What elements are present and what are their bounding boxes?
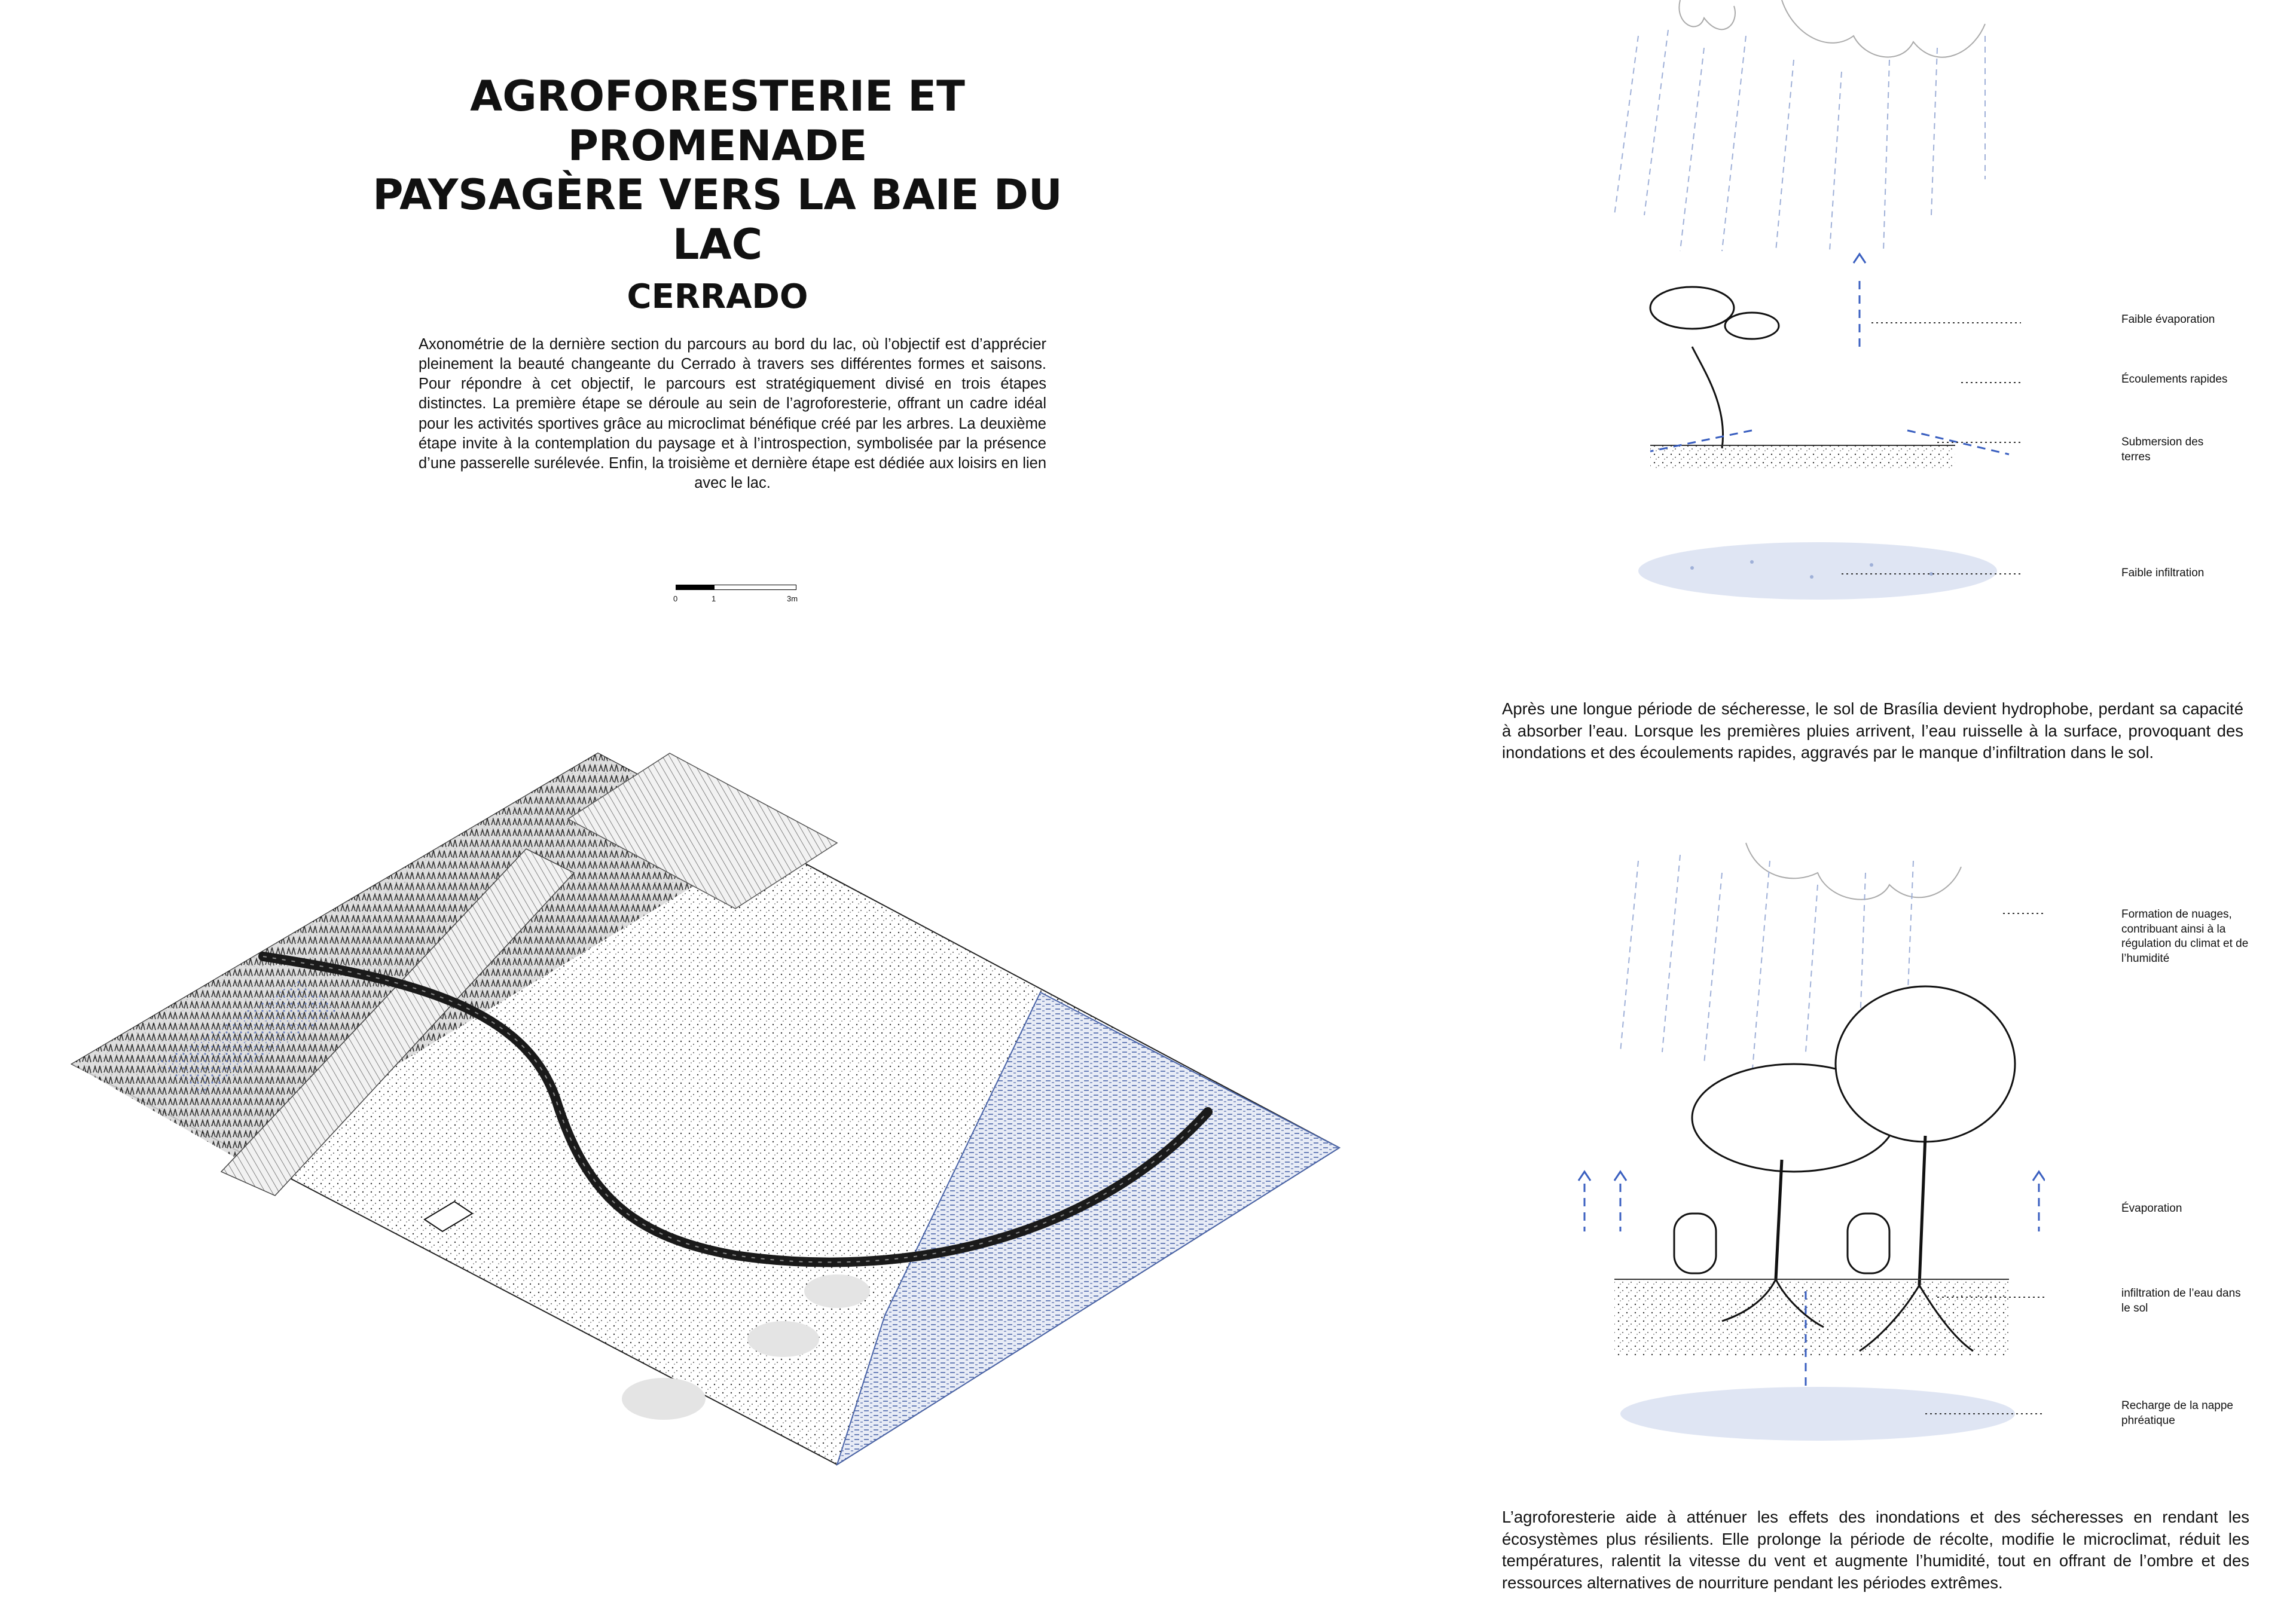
ground-surface-bottom bbox=[1614, 1279, 2009, 1357]
drought-tree-icon bbox=[1650, 287, 1779, 448]
label-evaporation: Évaporation bbox=[2121, 1202, 2182, 1215]
agroforestry-trees-icon bbox=[1674, 986, 2015, 1285]
scale-bar bbox=[673, 585, 798, 609]
evaporation-arrows bbox=[1578, 1172, 2045, 1231]
label-ecoulements-rapides: Écoulements rapides bbox=[2121, 373, 2228, 386]
cloud-outline bbox=[1679, 0, 1985, 57]
clearing-3 bbox=[804, 1274, 870, 1308]
scale-bar-white-segment bbox=[714, 585, 796, 590]
ground-surface bbox=[1650, 445, 1955, 469]
axonometric-drawing bbox=[60, 729, 1435, 1566]
intro-paragraph: Axonométrie de la dernière section du parcours au bord du lac, où l’objectif est d’apprécier pleinement la beauté changeante du Cerrado à travers ses différentes formes et saisons. Pour répondre à cet objectif, le parcours est stratégiquement divisé en trois étapes distinctes. La première étape se déroule au sein de l’agroforesterie, offrant un cadre idéal pour les activités sportives grâce au microclimat bénéfique créé par les arbres. La deuxième étape invite à la contemplation du paysage et à l’introspection, symbolisée par la présence d’une passerelle surélevée. Enfin, la troisième et dernière étape est dédiée aux loisirs en lien avec le lac. bbox=[419, 336, 1046, 491]
title-line-2: PAYSAGÈRE VERS LA BAIE DU LAC bbox=[373, 170, 1062, 269]
label-formation-nuages: Formation de nuages, contribuant ainsi à la régulation du climat et de l’humidité bbox=[2121, 908, 2249, 965]
page-title bbox=[323, 72, 1112, 317]
title-line-1: AGROFORESTERIE ET PROMENADE bbox=[470, 72, 965, 170]
scale-bar-black-segment bbox=[676, 585, 715, 590]
scale-label-1: 1 bbox=[712, 594, 716, 603]
scale-label-0: 0 bbox=[673, 594, 678, 603]
label-infiltration-eau: infiltration de l’eau dans le sol bbox=[2121, 1287, 2241, 1315]
caption-agroforestry: L’agroforesterie aide à atténuer les effets des inondations et des sécheresses en rendant les écosystèmes plus résilients. Elle prolonge la période de récolte, modifie le microclimat, réduit les températures, ralentit la vitesse du vent et augmente l’humidité, tout en offrant de l’ombre et des ressources alternatives de nourriture pendant les périodes extrêmes. bbox=[1502, 1508, 2249, 1592]
diagram-top-drought bbox=[1602, 0, 2021, 610]
clearing-2 bbox=[622, 1378, 706, 1420]
cloud-outline-bottom bbox=[1746, 843, 1961, 900]
label-submersion: Submersion des terres bbox=[2121, 436, 2204, 463]
clearing-1 bbox=[747, 1321, 819, 1357]
groundwater-blob bbox=[1638, 542, 1997, 600]
scale-label-3m: 3m bbox=[787, 594, 798, 603]
diagram-bottom-agroforestry bbox=[1567, 825, 2045, 1447]
label-recharge-nappe: Recharge de la nappe phréatique bbox=[2121, 1399, 2233, 1427]
subtitle: CERRADO bbox=[627, 277, 808, 317]
caption-drought: Après une longue période de sécheresse, le sol de Brasília devient hydrophobe, perdant sa capacité à absorber l’eau. Lorsque les premières pluies arrivent, l’eau ruisselle à la surface, provoquant des inondations et des écoulements rapides, aggravés par le manque d’infiltration dans le sol. bbox=[1502, 699, 2243, 762]
label-faible-evaporation: Faible évaporation bbox=[2121, 313, 2215, 326]
rain-lines bbox=[1614, 30, 1985, 251]
evaporation-arrow bbox=[1854, 254, 1866, 347]
label-faible-infiltration: Faible infiltration bbox=[2121, 567, 2205, 579]
